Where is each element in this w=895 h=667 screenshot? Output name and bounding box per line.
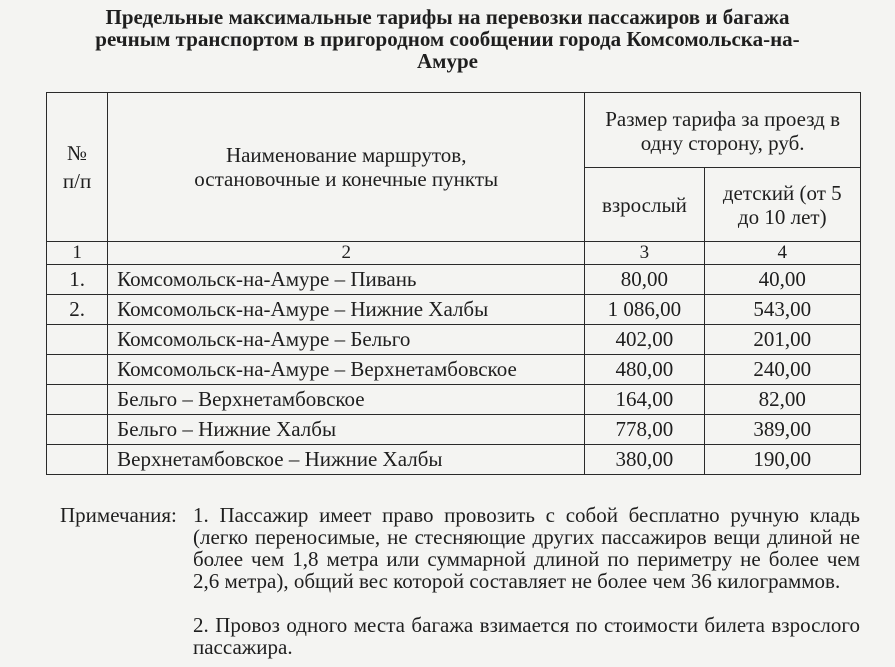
adult-fare: 480,00 [585, 355, 704, 385]
row-number [47, 355, 108, 385]
header-number [47, 93, 108, 242]
table-row [47, 295, 861, 325]
row-number: 1. [47, 265, 108, 295]
header-tariff-size-label: Размер тарифа за проезд в одну сторону, руб. [605, 107, 840, 155]
adult-fare: 1 086,00 [585, 295, 704, 325]
header-route-line-2: остановочные и конечные пункты [194, 167, 499, 191]
child-fare: 389,00 [704, 415, 860, 445]
header-number-label: № п/п [62, 141, 92, 193]
note-1: 1. Пассажир имеет право провозить с собой бесплатно ручную кладь (легко переносимые, не стесняющие других пассажиров вещи длиной не более чем 1,8 метра или суммарной длиной по периметру не более чем 2,6 метра), общий вес которой составляет не более чем 36 килограммов. [193, 503, 860, 593]
child-fare: 82,00 [704, 385, 860, 415]
adult-fare: 380,00 [585, 445, 704, 475]
tariff-table [46, 92, 861, 475]
title-line-3: Амуре [417, 49, 478, 73]
note-2: 2. Провоз одного места багажа взимается по стоимости билета взрослого пассажира. [193, 613, 860, 659]
row-number: 2. [47, 295, 108, 325]
header-child-label: детский (от 5 до 10 лет) [722, 180, 842, 229]
row-number [47, 325, 108, 355]
notes-label: Примечания: [60, 503, 177, 527]
row-number [47, 445, 108, 475]
title-line-2: речным транспортом в пригородном сообщении города Комсомольска-на- [95, 27, 800, 51]
row-number [47, 415, 108, 445]
row-number [47, 385, 108, 415]
child-fare: 543,00 [704, 295, 860, 325]
route-name: Комсомольск-на-Амуре – Нижние Халбы [108, 295, 585, 325]
header-adult: взрослый [585, 168, 704, 242]
adult-fare: 778,00 [585, 415, 704, 445]
table-row [47, 355, 861, 385]
adult-fare: 80,00 [585, 265, 704, 295]
header-route-line-1: Наименование маршрутов, [225, 143, 467, 167]
route-name: Бельго – Нижние Халбы [108, 415, 585, 445]
table-row [47, 445, 861, 475]
page-title [30, 6, 865, 72]
table-row [47, 385, 861, 415]
column-index: 3 [585, 242, 704, 265]
table-row [47, 265, 861, 295]
column-index: 2 [108, 242, 585, 265]
column-index-row [47, 242, 861, 265]
header-route [108, 93, 585, 242]
adult-fare: 164,00 [585, 385, 704, 415]
route-name: Верхнетамбовское – Нижние Халбы [108, 445, 585, 475]
header-child [704, 168, 860, 242]
header-tariff-size [585, 93, 861, 168]
route-name: Комсомольск-на-Амуре – Верхнетамбовское [108, 355, 585, 385]
adult-fare: 402,00 [585, 325, 704, 355]
table-row [47, 325, 861, 355]
column-index: 4 [704, 242, 860, 265]
column-index: 1 [47, 242, 108, 265]
route-name: Бельго – Верхнетамбовское [108, 385, 585, 415]
child-fare: 201,00 [704, 325, 860, 355]
title-line-1: Предельные максимальные тарифы на перевозки пассажиров и багажа [105, 5, 790, 29]
child-fare: 190,00 [704, 445, 860, 475]
child-fare: 240,00 [704, 355, 860, 385]
child-fare: 40,00 [704, 265, 860, 295]
route-name: Комсомольск-на-Амуре – Бельго [108, 325, 585, 355]
header-row [47, 93, 861, 168]
route-name: Комсомольск-на-Амуре – Пивань [108, 265, 585, 295]
table-row [47, 415, 861, 445]
